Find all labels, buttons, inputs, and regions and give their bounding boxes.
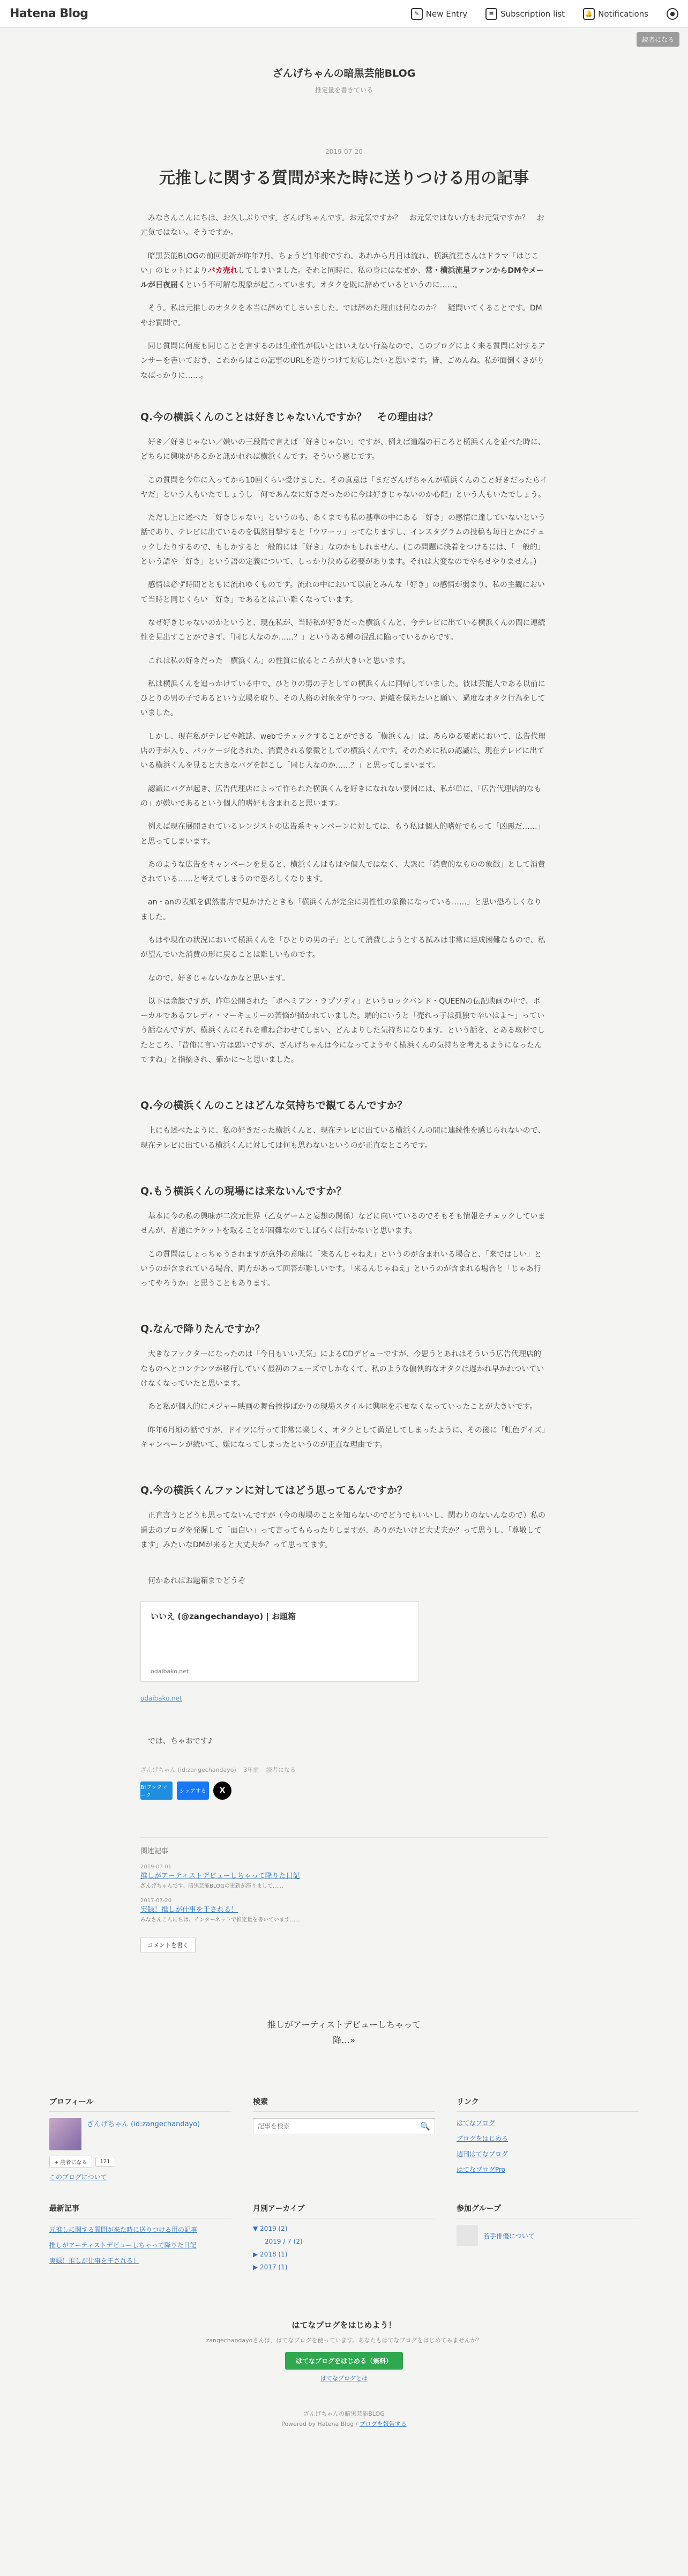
recent-title: 最新記事 [49,2203,231,2218]
write-comment-button[interactable]: コメントを書く [140,1937,196,1953]
archive-title: 月別アーカイブ [253,2203,435,2218]
section-heading: Q.今の横浜くんのことはどんな気持ちで観てるんですか？ [140,1100,408,1112]
section-paragraph: あのような広告をキャンペーンを見ると、横浜くんはもはや個人ではなく、大衆に「消費的なものの象徴」として消費されている……と考えてしまうので恐ろしくなります。 [140,860,545,884]
related-date: 2017-07-20 [140,1897,172,1904]
section-paragraph: この質問を今年に入ってから10回くらい受けました。その真意は「まだざんげちゃんが横浜くんのこと好きだったらイヤだ」という人もいたでしょうし「何であんなに好きだったのに今は好きじゃないのか心配」という人もいたでしょう。 [140,476,548,499]
embed-site: odaibako.net [151,1668,189,1675]
facebook-share-label: シェアする [180,1788,206,1795]
related-date: 2019-07-01 [140,1864,172,1870]
intro-paragraph: 暗黒芸能BLOGの前回更新が昨年7月。ちょうど1年前ですね。あれから月日は流れ、横浜流星さんはドラマ「はじこい」のヒットによりバカ売れしてしまいました。それと同時に、私の身にはなぜか、常・横浜流星ファンからDMやメールが日夜届くという不可解な現象が起こっています。オタクを既に辞めているというのに……。 [140,251,544,290]
hatena-bookmark-button[interactable] [140,1781,173,1800]
section-paragraph: ただし上に述べた「好きじゃない」というのも、あくまでも私の基準の中にある「好き」の感情に達していないという話であり、テレビに出ているのを偶然目撃すると「ウワーッ」ってなりますし、インスタグラムの投稿も毎日とかにチェックしたりするので、もしかすると一般的には「好き」なのかもしれません。(この問題に決着をつけるには、「一般的」という語や「好き」という語の定義について、しっかり決める必要があります。それは大変なのでやらせやりません。) [140,514,545,567]
related-item[interactable] [140,1864,548,1889]
archive-year[interactable]: ▶ 2018 (1) [253,2251,288,2259]
group-title: 参加グループ [457,2203,639,2218]
section-paragraph: 基本に今の私の興味が二次元世界（乙女ゲームと妄想の関係）などに向いているのでそもそも情報をチェックしていませんが、普通にチケットを取ることが困難なのでしばらくは行かないと思います。 [140,1212,545,1236]
section-heading: Q.もう横浜くんの現場には来ないんですか？ [140,1185,347,1197]
recent-item[interactable]: 元推しに関する質問が来た時に送りつける用の記事 [49,2226,198,2234]
entry-footer [140,1765,548,1774]
sidebar-modules [49,2096,639,2276]
section-paragraph: なので、好きじゃないなかなと思います。 [148,974,290,983]
related-heading: 関連記事 [140,1847,169,1855]
blog-description: 推定量を書きている [315,86,373,94]
powered-by-link[interactable]: Powered by Hatena Blog [281,2420,354,2427]
avatar[interactable] [49,2118,81,2150]
related-entries [140,1837,548,1953]
section-paragraph: 以下は余談ですが、昨年公開された「ボヘミアン・ラプソディ」というロックバンド・QUEENの伝記映画の中で、ボーカルであるフレディ・マーキュリーの苦悩が描かれていました。端的にいうと「売れっ子は孤独で辛いはよ〜」っていう話なんですが、横浜くんにそれを重ね合わせてしまい、どんよりした気持ちになります。という話を、とある取材でしたところ、「昔俺に言い方は悪いですが、ざんげちゃんは今になってようやく横浜くんの気持ちを考えるようになったんですね」と指摘され、確かに〜と思いました。 [140,997,545,1065]
search-module [253,2096,435,2181]
subscription-label: Subscription list [500,9,565,19]
hatena-blog-logo[interactable]: Hatena Blog [10,7,88,20]
about-blog-link[interactable]: このブログについて [49,2173,107,2181]
profile-title: プロフィール [49,2096,231,2112]
footer-time[interactable]: 3年前 [243,1766,259,1773]
recent-module [49,2203,231,2276]
powered-blog-name[interactable]: ざんげちゃんの暗黒芸能BLOG [303,2410,385,2418]
subscribe-reader-button[interactable]: 読者になる [637,32,679,47]
bell-icon: 🔔 [583,8,595,20]
pager-line: 推しがアーティストデビューしちゃって [267,2019,421,2030]
entry-title[interactable]: 元推しに関する質問が来た時に送りつける用の記事 [159,169,529,188]
search-icon[interactable]: 🔍 [420,2121,430,2132]
sidebar-reader-button[interactable]: + 読者になる [49,2156,92,2168]
section-paragraph: 例えば現在展開されているレンジストの広告系キャンペーンに対しては、もう私は個人的嗜好でもって「凶悪だ……」と思ってしまいます。 [140,822,545,846]
top-bar [0,0,688,28]
section-paragraph: an・anの表紙を偶然書店で見かけたときも「横浜くんが完全に男性性の象徴になっている……」と思い恐ろしくなりました。 [140,898,542,922]
search-title: 検索 [253,2096,435,2112]
notifications-button[interactable] [583,8,648,20]
related-excerpt: ざんげちゃんです。暗黒芸能BLOGの更新が滞りまして…… [140,1883,283,1889]
user-menu-icon[interactable]: ● [667,8,678,20]
section-paragraph: 上にも述べたように、私の好きだった横浜くんと、現在テレビに出ている横浜くんの間に連続性を感じられないので、現在テレビに出ている横浜くんに対しては何も思わないというのが正直なところです。 [140,1126,545,1150]
top-nav [411,8,678,20]
section-paragraph: もはや現在の状況において横浜くんを「ひとりの男の子」として消費しようとする試みは非常に達成困難なもので、私が望んでいた消費の形に戻ることは難しいものです。 [140,936,545,960]
intro-paragraph: 同じ質問に何度も同じことを言するのは生産性が低いとはいえない行為なので、このブログによく来る質問に対するアンサーを書いておき、これからはこの記事のURLを送りつけて対応したいと思います。皆、ごめんね。私が面倒くさがりなばっかりに……。 [140,342,545,380]
related-item[interactable] [140,1898,548,1923]
related-title[interactable]: 推しがアーティストデビューしちゃって降りた日記 [140,1872,300,1880]
about-hatena-blog-link[interactable]: はてなブログとは [320,2375,368,2382]
related-title[interactable]: 実録！推しが仕事を干される！ [140,1905,238,1914]
link-item[interactable]: ブログをはじめる [457,2135,508,2143]
recent-item[interactable]: 実録！推しが仕事を干される！ [49,2257,140,2265]
section-paragraph: 認識にバグが起き、広告代理店によって作られた横浜くんを好きになれない要因には、私が単に、「広告代理店的なもの」が嫌いであるという個人的嗜好も含まれると思います。 [140,784,542,808]
footer-author[interactable]: ざんげちゃん (id:zangechandayo) [140,1766,236,1773]
section-paragraph: 昨年6月頃の話ですが、ドイツに行って非常に楽しく、オタクとして満足してしまったように、その後に「虹色デイズ」キャンペーンが続いて、嫌になってしまったというのが正直な理由です。 [140,1426,545,1449]
section-paragraph: 好き／好きじゃない／嫌いの三段階で言えば「好きじゃない」ですが、例えば道端の石ころと横浜くんを並べた時に、どちらに興味があるかと訊かれれば横浜くんです。そういう感じです。 [140,437,545,462]
archive-month[interactable]: 2019 / 7 (2) [265,2238,303,2246]
archive-year[interactable]: ▼ 2019 (2) [253,2225,288,2233]
odaibako-note: 何かあればお題箱までどうぞ [148,1577,245,1586]
links-title: リンク [457,2096,639,2112]
hatena-bookmark-label: B!ブックマーク [140,1784,168,1799]
section-paragraph: 大きなファクターになったのは「今日もいい天気」によるCDデビューですが、今思うとあれはそういう広告代理店的なものへとコンテンツが移行していく最初のフェーズでしかなくて、私のような偏執的なオタクは遅かれ早かれついていけなくなっていたと思います。 [140,1350,544,1389]
group-name: 若手俳優について [483,2232,535,2240]
section-heading: Q.なんで降りたんですか？ [140,1323,265,1335]
footer-reader-link[interactable]: 読者になる [266,1766,296,1773]
subscription-list-button[interactable] [485,8,565,20]
section-paragraph: しかし、現在私がテレビや雑誌、webでチェックすることができる「横浜くん」は、あらゆる要素において、広告代理店の手が入り、パッケージ化された、消費される象徴としての横浜くんです。そのために私の認識は、現在テレビに出ている横浜くんを見ると大きなバグを起こし「同じ人なのか……？」と思ってしまいます。 [140,732,545,770]
section-paragraph: 感情は必ず時間とともに流れゆくものです。流れの中において以前とみんな「好き」の感情が弱まり、私の主観において当時と同じくらい「好き」であるとは言い難くなっています。 [140,581,545,604]
odaibako-embed-card[interactable] [140,1601,419,1682]
share-row [140,1781,548,1800]
pager-line: 降…» [333,2035,355,2045]
entry-date[interactable]: 2019-07-20 [325,148,363,155]
links-module [457,2096,639,2181]
intro-paragraph: そう。私は元推しのオタクを本当に辞めてしまいました。では辞めた理由は何なのか？ 疑問いてくることです。DMやお質問で。 [140,304,542,328]
related-excerpt: みなさんこんにちは。インターネットで推定量を書いています…… [140,1917,301,1923]
section-paragraph: 私は横浜くんを追っかけている中で、ひとりの男の子としての横浜くんに回帰していました。彼は芸能人である以前にひとりの男の子であるという立場を取り、その人格の対象を守りつつ、距離を保ちたいと願い、過度なオタク行為をしていました。 [140,679,545,718]
new-entry-label: New Entry [425,9,468,19]
search-input[interactable] [258,2122,413,2130]
x-share-button[interactable] [213,1781,231,1800]
embed-title: いいえ (@zangechandayo) | お題箱 [151,1612,296,1622]
facebook-share-button[interactable] [177,1781,209,1800]
group-thumbnail [457,2225,478,2246]
section-paragraph: 正直言うとどうも思ってないんですが（今の現場のことを知らないのでどうでもいいし、関わりのないんなので）私の過去のブログを発掘して「面白い」って言ってもらったりしますが、ありがたいけど大丈夫か？って思うし、「尊敬してます」みたいなDMが来ると大丈夫か？って思ってます。 [140,1511,545,1549]
next-entry-pager[interactable] [140,2017,548,2048]
section-paragraph: これは私の好きだった「横浜くん」の性質に依るところが大きいと思います。 [148,656,410,665]
section-heading: Q.今の横浜くんのことは好きじゃないんですか？ その理由は？ [140,411,438,423]
archive-module [253,2203,435,2276]
start-blog-button[interactable]: はてなブログをはじめる（無料） [285,2352,403,2370]
entry-body [140,211,548,1749]
cta-title: はてなブログをはじめよう！ [291,2320,397,2330]
recent-item[interactable]: 推しがアーティストデビューしちゃって降りた日記 [49,2241,197,2250]
link-item[interactable]: はてなブログ [457,2119,496,2127]
section-paragraph: あと私が個人的にメジャー映画の舞台挨拶ばかりの現場スタイルに興味を示せなくなっていったことが大きいです。 [148,1402,537,1412]
blog-header [0,28,688,116]
group-module [457,2203,639,2276]
profile-module [49,2096,231,2181]
powered-by: ざんげちゃんの暗黒芸能BLOG Powered by Hatena Blog / ブログを報告する [0,2409,688,2429]
odaibako-link[interactable]: odaibako.net [140,1695,182,1703]
link-item[interactable]: 週刊はてなブログ [457,2150,508,2158]
link-item[interactable]: はてなブログPro [457,2166,506,2174]
entry-container [140,148,548,2048]
section-paragraph: この質問はしょっちゅうされますが意外の意味に「来るんじゃねえ」というのが含まれいる場合と、「来ではしい」というのが含まれている場合、両方があって回答が難しいです。「来るんじゃねえ」というのが含まれる場合と「じゃあ行ってやろうか」と思うこともあります。 [140,1250,542,1288]
pencil-icon: ✎ [411,8,423,20]
x-icon: X [219,1786,226,1795]
search-box [253,2118,435,2134]
new-entry-button[interactable] [411,8,467,20]
group-item[interactable] [457,2225,639,2246]
archive-year[interactable]: ▶ 2017 (1) [253,2263,288,2271]
section-paragraph: なぜ好きじゃないのかというと、現在私が、当時私が好きだった横浜くんと、今テレビに出ている横浜くんの間に連続性を見出すことができず、「同じ人なのか……？」というある種の混乱に陥っているからです。 [140,618,545,642]
report-blog-link[interactable]: ブログを報告する [359,2420,407,2427]
signoff: では、ちゃおです♪ [148,1737,213,1746]
reader-row [49,2156,231,2168]
notifications-label: Notifications [598,9,648,19]
list-icon: ≡ [485,8,497,20]
intro-paragraph: みなさんこんにちは、お久しぶりです。ざんげちゃんです。お元気ですか？ お元気ではない方もお元気ですか？ お元気ではない。そうですか。 [140,214,544,237]
reader-count[interactable]: 121 [95,2157,115,2167]
profile-name[interactable]: ざんげちゃん (id:zangechandayo) [87,2120,200,2129]
blog-title[interactable]: ざんげちゃんの暗黒芸能BLOG [272,68,416,79]
footer-cta [0,2319,688,2451]
section-heading: Q.今の横浜くんファンに対してはどう思ってるんですか？ [140,1484,407,1497]
cta-description: zangechandayoさんは、はてなブログを使っています。あなたもはてなブログをはじめてみませんか？ [206,2337,482,2344]
